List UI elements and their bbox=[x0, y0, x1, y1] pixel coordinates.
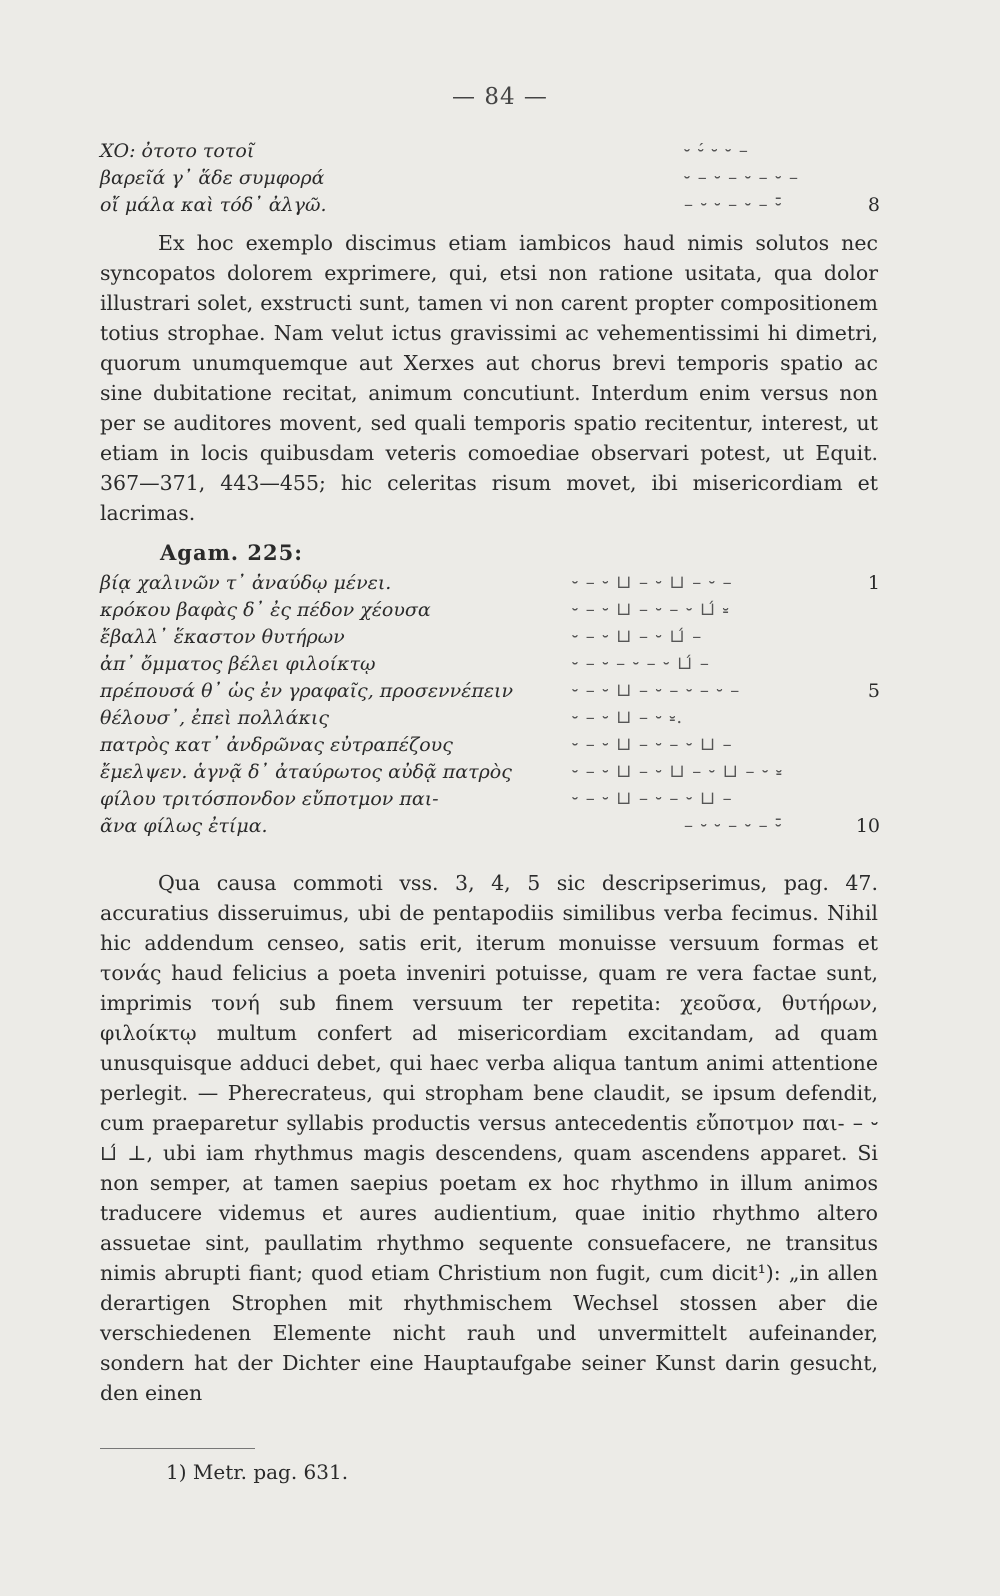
verse-line bbox=[100, 734, 880, 761]
greek-verse: βαρεῖά γ᾽ ἅδε συμφορά bbox=[100, 167, 325, 189]
greek-verse: θέλουσ᾽, ἐπεὶ πολλάκις bbox=[100, 707, 329, 729]
chorus-verses bbox=[100, 140, 880, 221]
agam-heading: Agam. 225: bbox=[160, 540, 304, 565]
meter-scheme: ⏑ – ⏑ ⊔ – ⏑ – ⏑ – ⏑ – bbox=[572, 680, 741, 701]
meter-scheme: ⏑ – ⏑ ⊔ – ⏑ ⏓. bbox=[572, 707, 684, 728]
greek-verse: βίᾳ χαλινῶν τ᾽ ἀναύδῳ μένει. bbox=[100, 572, 392, 594]
footnote: 1) Metr. pag. 631. bbox=[166, 1460, 349, 1484]
paragraph-text: Qua causa commoti vss. 3, 4, 5 sic descripserimus, pag. 47. accuratius disseruimus, ubi de pentapodiis similibus verba fecimus. Nihil hic addendum censeo, satis erit, iterum monuisse versuum formas et τονάς haud felicius a poeta inveniri potuisse, quam re vera factae sunt, imprimis τονή sub finem versuum ter repetita: χεοῦσα, θυτήρων, φιλοίκτῳ multum confert ad misericordiam excitandam, ad quam unusquisque adduci debet, qui haec verba aliqua tantum animi attentione perlegit. — Pherecrateus, qui stropham bene claudit, se ipsum defendit, cum praeparetur syllabis productis versus antecedentis εὔποτμον παι- – ⏑ ⊔́ ⊥, ubi iam rhythmus magis descendens, quam ascendens apparet. Si non semper, at tamen saepius poetam ex hoc rhythmo in illum animos traducere videmus et aures audientium, quae initio rhythmo altero assuetae sint, paullatim rhythmo sequente consuefacere, ne transitus nimis abrupti fiant; quod etiam Christium non fugit, cum dicit¹): „in allen derartigen Strophen mit rhythmischem Wechsel stossen aber die verschiedenen Elemente nicht rauh und unvermittelt aufeinander, sondern hat der Dichter eine Hauptaufgabe seiner Kunst darin gesucht, den einen bbox=[100, 871, 878, 1405]
greek-verse: πατρὸς κατ᾽ ἀνδρῶνας εὐτραπέζους bbox=[100, 734, 453, 756]
verse-line bbox=[100, 626, 880, 653]
meter-scheme: ⏑ – ⏑ – ⏑ – ⏑ – bbox=[684, 167, 800, 188]
footnote-rule bbox=[100, 1448, 255, 1449]
verse-line bbox=[100, 815, 880, 842]
meter-scheme: – ⏑ ⏑ – ⏑ – ⏑̄ bbox=[684, 194, 783, 215]
verse-number: 8 bbox=[867, 194, 880, 216]
verse-line bbox=[100, 599, 880, 626]
meter-scheme: ⏑ ⏑́ ⏑ ⏑ – bbox=[684, 140, 749, 161]
greek-verse: ΧΟ: ὀτοτο τοτοῖ bbox=[100, 140, 255, 162]
verse-line bbox=[100, 653, 880, 680]
greek-verse: ἔβαλλ᾽ ἕκαστον θυτήρων bbox=[100, 626, 345, 648]
verse-line bbox=[100, 707, 880, 734]
meter-scheme: ⏑ – ⏑ ⊔ – ⏑ – ⏑ ⊔́ ⏓ bbox=[572, 599, 730, 620]
page-number: — 84 — bbox=[452, 84, 548, 110]
verse-line bbox=[100, 140, 880, 167]
verse-line bbox=[100, 194, 880, 221]
verse-number: 5 bbox=[867, 680, 880, 702]
greek-verse: ἔμελψεν. ἁγνᾷ δ᾽ ἀταύρωτος αὐδᾷ πατρὸς bbox=[100, 761, 512, 783]
meter-scheme: ⏑ – ⏑ ⊔ – ⏑ ⊔́ – bbox=[572, 626, 703, 647]
verse-line bbox=[100, 761, 880, 788]
meter-scheme: ⏑ – ⏑ ⊔ – ⏑ ⊔ – ⏑ – bbox=[572, 572, 733, 593]
verse-line bbox=[100, 788, 880, 815]
meter-scheme: ⏑ – ⏑ – ⏑ – ⏑ ⊔́ – bbox=[572, 653, 710, 674]
verse-line bbox=[100, 680, 880, 707]
body-paragraph-2 bbox=[100, 868, 878, 1408]
greek-verse: κρόκου βαφὰς δ᾽ ἐς πέδον χέουσα bbox=[100, 599, 431, 621]
greek-verse: φίλου τριτόσπονδον εὔποτμον παι- bbox=[100, 788, 439, 810]
verse-number: 10 bbox=[855, 815, 880, 837]
agam-verses bbox=[100, 572, 880, 842]
meter-scheme: ⏑ – ⏑ ⊔ – ⏑ – ⏑ ⊔ – bbox=[572, 788, 733, 809]
verse-line bbox=[100, 167, 880, 194]
meter-scheme: – ⏑ ⏑ – ⏑ – ⏑̄ bbox=[684, 815, 783, 836]
verse-number: 1 bbox=[867, 572, 880, 594]
greek-verse: ἀπ᾽ ὄμματος βέλει φιλοίκτῳ bbox=[100, 653, 376, 675]
greek-verse: οἴ μάλα καὶ τόδ᾽ ἀλγῶ. bbox=[100, 194, 327, 216]
meter-scheme: ⏑ – ⏑ ⊔ – ⏑ ⊔ – ⏑ ⊔ – ⏑ ⏓ bbox=[572, 761, 783, 782]
verse-line bbox=[100, 572, 880, 599]
body-paragraph-1 bbox=[100, 228, 878, 528]
paragraph-text: Ex hoc exemplo discimus etiam iambicos haud nimis solutos nec syncopatos dolorem exprimere, qui, etsi non ratione usitata, qua dolor illustrari solet, exstructi sunt, tamen vi non carent propter compositionem totius strophae. Nam velut ictus gravissimi ac vehementissimi hi dimetri, quorum unumquemque aut Xerxes aut chorus brevi temporis spatio ac sine dubitatione recitat, animum concutiunt. Interdum enim versus non per se auditores movent, sed quali temporis spatio recitentur, interest, ut etiam in locis quibusdam veteris comoediae observari potest, ut Equit. 367—371, 443—455; hic celeritas risum movet, ibi misericordiam et lacrimas. bbox=[100, 231, 878, 525]
meter-scheme: ⏑ – ⏑ ⊔ – ⏑ – ⏑ ⊔ – bbox=[572, 734, 733, 755]
greek-verse: πρέπουσά θ᾽ ὡς ἐν γραφαῖς, προσεννέπειν bbox=[100, 680, 514, 702]
greek-verse: ᾶνα φίλως ἐτίμα. bbox=[100, 815, 268, 837]
